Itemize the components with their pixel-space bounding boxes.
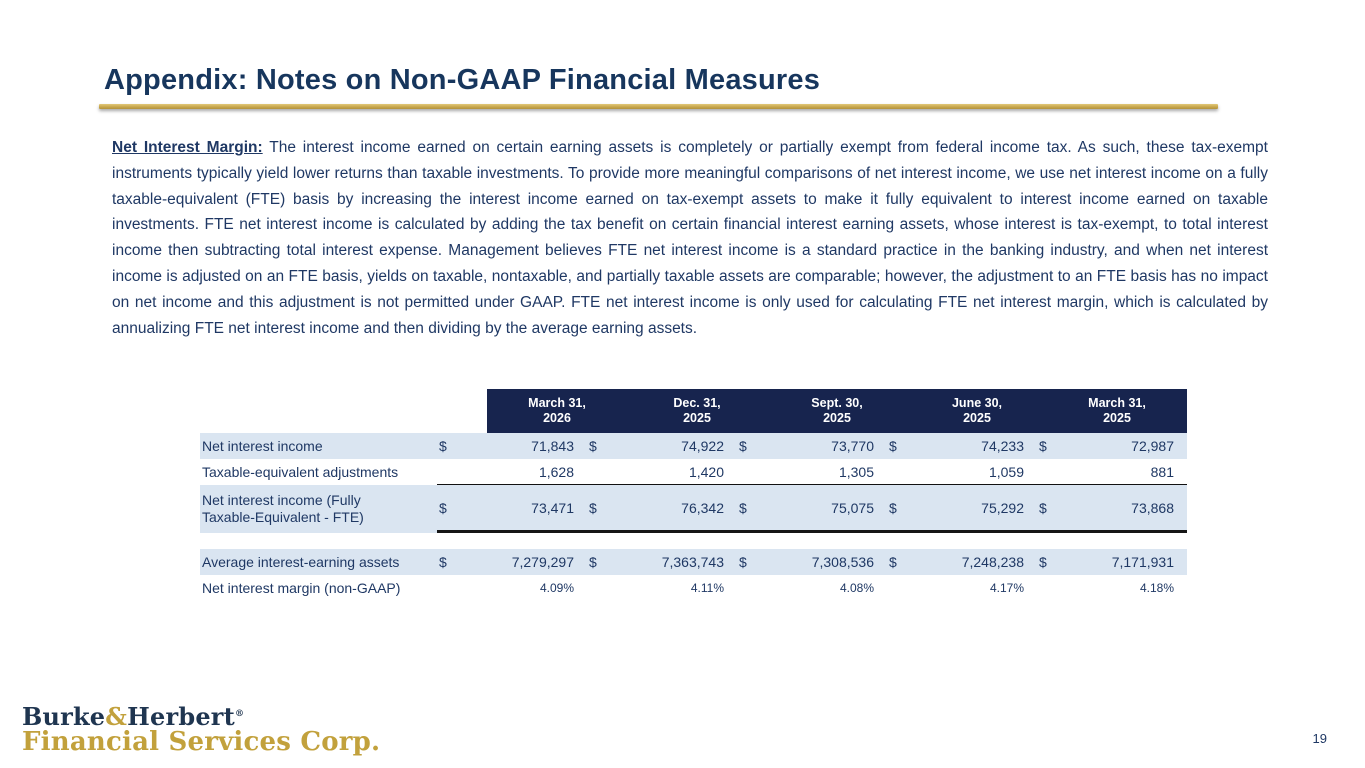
logo-ampersand: & (105, 701, 128, 731)
row-label: Taxable-equivalent adjustments (202, 463, 399, 480)
table-row (200, 485, 1187, 533)
cell-value: 4.17% (989, 581, 1024, 596)
table-cell (587, 575, 737, 601)
row-label: Net interest margin (non-GAAP) (202, 579, 401, 596)
column-header (1047, 389, 1187, 433)
table-cell (587, 459, 737, 484)
table-cell (437, 433, 587, 459)
table-row (200, 433, 1187, 459)
paragraph-text: The interest income earned on certain earning assets is completely or partially exempt from federal income tax. As such, these tax-exempt instruments typically yield lower returns than taxable investments. To provide more meaningful comparisons of net interest income, we use net interest income on a fully taxable-equivalent (FTE) basis by increasing the interest income earned on tax-exempt assets to make it fully equivalent to interest income earned on taxable investments. FTE net interest income is calculated by adding the tax benefit on certain financial interest earning assets, whose interest is tax-exempt, to total interest income then subtracting total interest expense. Management believes FTE net interest income is a standard practice in the banking industry, and when net interest income is adjusted on an FTE basis, yields on taxable, nontaxable, and partially taxable assets are comparable; however, the adjustment to an FTE basis has no impact on net income and this adjustment is not permitted under GAAP. FTE net interest income is only used for calculating FTE net interest margin, which is calculated by annualizing FTE net interest income and then dividing by the average earning assets. (112, 139, 1268, 337)
table-cell (887, 485, 1037, 530)
cell-value: 1,059 (988, 463, 1024, 480)
cell-value: 7,308,536 (811, 554, 874, 571)
cell-value: 4.08% (839, 581, 874, 596)
title-underline (99, 104, 1218, 109)
currency-symbol: $ (1039, 554, 1047, 571)
table-cell (1037, 433, 1187, 459)
cell-value: 7,279,297 (511, 554, 574, 571)
cell-value: 71,843 (531, 438, 574, 455)
cell-value: 881 (1150, 463, 1174, 480)
column-header-line2: 2025 (963, 411, 991, 426)
table-cell (737, 459, 887, 484)
cell-value: 4.11% (690, 581, 724, 596)
column-header-line2: 2025 (823, 411, 851, 426)
cell-value: 4.09% (539, 581, 574, 596)
table-cell (587, 485, 737, 530)
table-spacer (200, 533, 1187, 549)
column-header-line1: March 31, (528, 396, 586, 411)
table-cell (887, 433, 1037, 459)
currency-symbol: $ (439, 499, 447, 516)
logo-burke: Burke (22, 701, 106, 731)
column-header-line2: 2025 (1103, 411, 1131, 426)
cell-value: 73,770 (831, 438, 874, 455)
cell-value: 74,922 (681, 438, 724, 455)
page-title: Appendix: Notes on Non-GAAP Financial Measures (104, 64, 821, 96)
currency-symbol: $ (739, 499, 747, 516)
currency-symbol: $ (589, 554, 597, 571)
logo-herbert: Herbert (127, 701, 235, 731)
row-label-line2: Taxable-Equivalent - FTE) (202, 509, 364, 526)
table-cell (737, 549, 887, 575)
column-header (907, 389, 1047, 433)
table-cell (437, 575, 587, 601)
cell-value: 76,342 (681, 499, 724, 516)
table-cell (437, 459, 587, 484)
cell-value: 72,987 (1131, 438, 1174, 455)
currency-symbol: $ (1039, 499, 1047, 516)
currency-symbol: $ (889, 554, 897, 571)
column-header-line1: June 30, (951, 396, 1003, 411)
table-row (200, 459, 1187, 485)
currency-symbol: $ (589, 438, 597, 455)
column-header-line2: 2025 (683, 411, 711, 426)
table-header-row (200, 389, 1187, 433)
company-logo (22, 701, 381, 757)
column-header (627, 389, 767, 433)
registered-mark: ® (234, 708, 245, 719)
cell-value: 75,075 (831, 499, 874, 516)
cell-value: 75,292 (981, 499, 1024, 516)
currency-symbol: $ (889, 438, 897, 455)
table-cell (737, 485, 887, 530)
column-header (767, 389, 907, 433)
column-header-line1: Sept. 30, (811, 396, 863, 411)
table-header-band (487, 389, 1187, 433)
column-header-line1: Dec. 31, (673, 396, 721, 411)
cell-value: 1,628 (538, 463, 574, 480)
cell-value: 7,171,931 (1111, 554, 1174, 571)
table-row (200, 549, 1187, 575)
table-cell (737, 575, 887, 601)
header-spacer (200, 389, 487, 433)
table-row (200, 575, 1187, 601)
row-values (437, 575, 1187, 601)
row-label-line1: Net interest income (Fully (202, 492, 361, 509)
row-label: Net interest income (202, 437, 323, 454)
table-cell (1037, 485, 1187, 530)
row-values (437, 485, 1187, 533)
currency-symbol: $ (439, 438, 447, 455)
table-cell (587, 549, 737, 575)
table-cell (1037, 575, 1187, 601)
column-header-line2: 2026 (543, 411, 571, 426)
logo-wordmark (22, 701, 380, 731)
column-header-line1: March 31, (1088, 396, 1146, 411)
currency-symbol: $ (439, 554, 447, 571)
cell-value: 7,248,238 (961, 554, 1024, 571)
table-cell (1037, 459, 1187, 484)
page-number: 19 (1312, 731, 1327, 746)
cell-value: 73,868 (1131, 499, 1174, 516)
currency-symbol: $ (739, 554, 747, 571)
cell-value: 74,233 (981, 438, 1024, 455)
row-values (437, 433, 1187, 459)
cell-value: 1,305 (838, 463, 874, 480)
row-label: Average interest-earning assets (202, 553, 400, 570)
table-cell (887, 575, 1037, 601)
table-cell (437, 549, 587, 575)
currency-symbol: $ (1039, 438, 1047, 455)
cell-value: 7,363,743 (661, 554, 724, 571)
table-cell (587, 433, 737, 459)
row-label (200, 485, 437, 533)
column-header (487, 389, 627, 433)
body-paragraph (112, 135, 1268, 341)
cell-value: 73,471 (531, 499, 574, 516)
table-cell (887, 549, 1037, 575)
currency-symbol: $ (889, 499, 897, 516)
table-cell (1037, 549, 1187, 575)
cell-value: 1,420 (688, 463, 724, 480)
row-values (437, 549, 1187, 575)
table-cell (737, 433, 887, 459)
currency-symbol: $ (739, 438, 747, 455)
table-cell (887, 459, 1037, 484)
table-cell (437, 485, 587, 530)
financial-table (200, 389, 1187, 601)
paragraph-lead: Net Interest Margin: (112, 139, 263, 156)
logo-subtitle: Financial Services Corp. (22, 726, 381, 757)
currency-symbol: $ (589, 499, 597, 516)
row-values (437, 459, 1187, 485)
cell-value: 4.18% (1139, 581, 1174, 596)
